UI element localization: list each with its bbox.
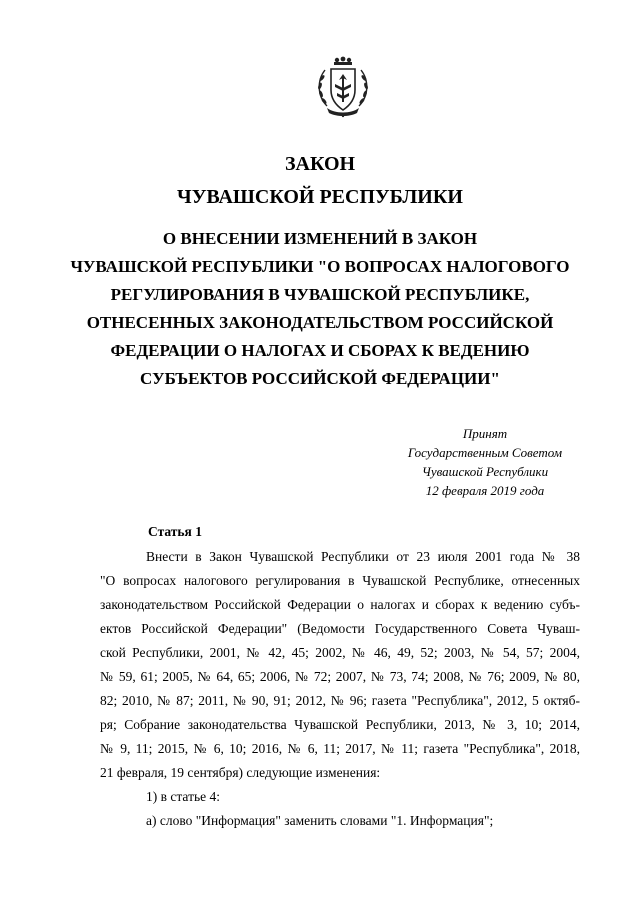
law-title-line2: ЧУВАШСКОЙ РЕСПУБЛИКИ	[177, 186, 463, 208]
article-paragraph-line: № 9, 11; 2015, № 6, 10; 2016, № 6, 11; 2017, № 11; газета "Республика", 2018,	[100, 741, 580, 756]
adoption-line: Государственным Советом	[407, 445, 563, 460]
adoption-line: Чувашской Республики	[421, 464, 549, 479]
article-paragraph-line: Внести в Закон Чувашской Республики от 23 июля 2001 года № 38	[146, 549, 580, 564]
article-paragraph-line: 21 февраля, 19 сентября) следующие изменения:	[100, 765, 381, 780]
law-title	[0, 148, 640, 214]
article-paragraph-line: ря; Собрание законодательства Чувашской Республики, 2013, № 3, 10; 2014,	[100, 717, 580, 732]
article-paragraph-line: № 59, 61; 2005, № 64, 65; 2006, № 72; 2007, № 73, 74; 2008, № 76; 2009, № 80,	[100, 669, 580, 684]
law-subtitle	[0, 225, 640, 393]
subtitle-line: ЧУВАШСКОЙ РЕСПУБЛИКИ "О ВОПРОСАХ НАЛОГОВОГО	[70, 257, 570, 276]
article-paragraph-line: 82; 2010, № 87; 2011, № 90, 91; 2012, № 96; газета "Республика", 2012, 5 октяб-	[100, 693, 580, 708]
article-item: 1) в статье 4:	[146, 789, 220, 804]
adoption-note	[390, 424, 580, 500]
subtitle-line: ФЕДЕРАЦИИ О НАЛОГАХ И СБОРАХ К ВЕДЕНИЮ	[110, 341, 530, 360]
article-paragraph-line: ектов Российской Федерации" (Ведомости Государственного Совета Чуваш-	[100, 621, 580, 636]
law-title-line1: ЗАКОН	[284, 153, 356, 175]
adoption-date: 12 февраля 2019 года	[425, 483, 545, 498]
adoption-line: Принят	[462, 426, 508, 441]
subtitle-line: О ВНЕСЕНИИ ИЗМЕНЕНИЙ В ЗАКОН	[162, 229, 478, 248]
article-paragraph-line: законодательством Российской Федерации о налогах и сборах к ведению субъ-	[100, 597, 580, 612]
article-subitem: а) слово "Информация" заменить словами "1. Информация";	[146, 813, 494, 828]
subtitle-line: СУБЪЕКТОВ РОССИЙСКОЙ ФЕДЕРАЦИИ"	[140, 369, 500, 388]
subtitle-line: ОТНЕСЕННЫХ ЗАКОНОДАТЕЛЬСТВОМ РОССИЙСКОЙ	[86, 313, 554, 332]
article-paragraph-line: ской Республики, 2001, № 42, 45; 2002, № 46, 49, 52; 2003, № 54, 57; 2004,	[100, 645, 580, 660]
article-paragraph-line: "О вопросах налогового регулирования в Чувашской Республике, отнесенных	[100, 573, 580, 588]
article-heading: Статья 1	[148, 524, 202, 539]
coat-of-arms-icon	[313, 56, 373, 118]
subtitle-line: РЕГУЛИРОВАНИЯ В ЧУВАШСКОЙ РЕСПУБЛИКЕ,	[110, 285, 530, 304]
